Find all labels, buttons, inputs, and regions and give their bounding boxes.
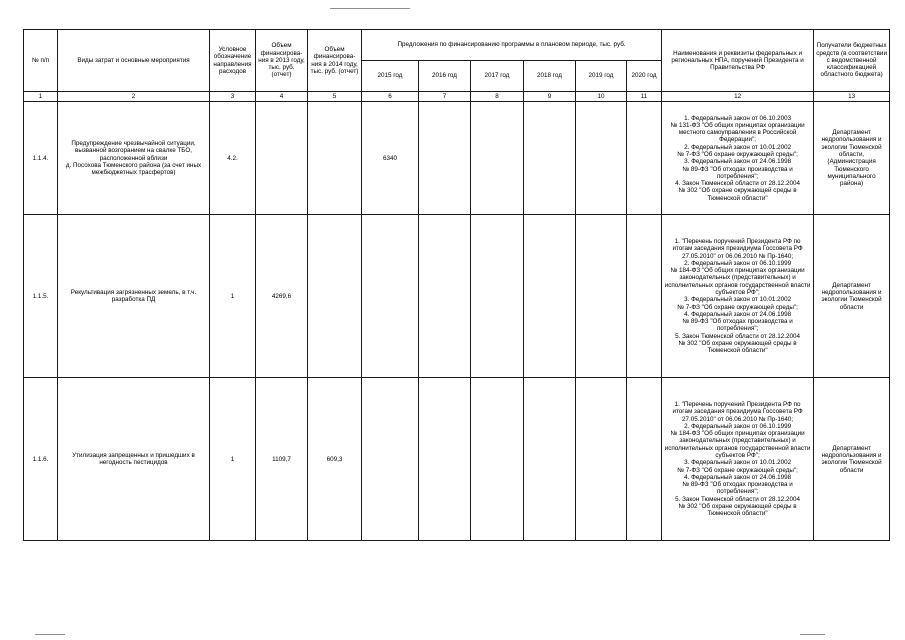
col-number: 5 bbox=[308, 92, 362, 102]
scan-artifact-bottom-right bbox=[800, 634, 825, 635]
row-code: 1 bbox=[210, 378, 256, 541]
row-vol-2014 bbox=[308, 102, 362, 215]
row-num: 1.1.4. bbox=[24, 102, 58, 215]
row-plan-2019 bbox=[576, 102, 627, 215]
row-vol-2013 bbox=[256, 102, 308, 215]
table-header-row bbox=[24, 30, 890, 61]
header-year-2018: 2018 год bbox=[524, 61, 576, 92]
header-year-2016: 2016 год bbox=[419, 61, 471, 92]
header-year-2015: 2015 год bbox=[362, 61, 419, 92]
financing-table bbox=[23, 29, 890, 541]
row-plan-2017 bbox=[471, 215, 524, 378]
header-type: Виды затрат и основные мероприятия bbox=[58, 30, 210, 92]
row-plan-2020 bbox=[627, 102, 662, 215]
col-number: 4 bbox=[256, 92, 308, 102]
row-vol-2013: 4269,6 bbox=[256, 215, 308, 378]
header-plan: Предложения по финансированию программы в плановом периоде, тыс. руб. bbox=[362, 30, 662, 61]
row-code: 1 bbox=[210, 215, 256, 378]
col-number: 9 bbox=[524, 92, 576, 102]
row-npa: 1. "Перечень поручений Президента РФ по итогам заседания президиума Госсовета РФ 27.05.2010" от 06.06.2010 № Пр-1640; 2. Федеральный закон от 06.10.1999 № 184-ФЗ "Об общих принципах организации законодательных (представительных) и исполнительных органов государственной власти субъектов РФ"; 3. Федеральный закон от 10.01.2002 № 7-ФЗ "Об охране окружающей среды"; 4. Федеральный закон от 24.06.1998 № 89-ФЗ "Об отходах производства и потребления"; 5. Закон Тюменской области от 28.12.2004 № 302 "Об охране окружающей среды в Тюменской области" bbox=[662, 215, 814, 378]
row-plan-2016 bbox=[419, 102, 471, 215]
row-vol-2013: 1109,7 bbox=[256, 378, 308, 541]
row-code: 4.2. bbox=[210, 102, 256, 215]
col-number: 12 bbox=[662, 92, 814, 102]
column-number-row bbox=[24, 92, 890, 102]
row-plan-2018 bbox=[524, 378, 576, 541]
header-npa: Наименования и реквизиты федеральных и региональных НПА, поручений Президента и Правительства РФ bbox=[662, 30, 814, 92]
row-plan-2020 bbox=[627, 378, 662, 541]
header-code: Условное обозначение направления расходов bbox=[210, 30, 256, 92]
col-number: 10 bbox=[576, 92, 627, 102]
col-number: 3 bbox=[210, 92, 256, 102]
row-plan-2015 bbox=[362, 215, 419, 378]
row-vol-2014 bbox=[308, 215, 362, 378]
row-recipient: Департамент недропользования и экологии Тюменской области, (Администрация Тюменского муниципального района) bbox=[814, 102, 890, 215]
scan-artifact-bottom-left bbox=[35, 634, 65, 635]
table-row bbox=[24, 378, 890, 541]
header-vol-2014: Объем финансирова-ния в 2014 году, тыс. руб. (отчет) bbox=[308, 30, 362, 92]
table-row bbox=[24, 215, 890, 378]
row-vol-2014: 609,3 bbox=[308, 378, 362, 541]
col-number: 7 bbox=[419, 92, 471, 102]
row-num: 1.1.6. bbox=[24, 378, 58, 541]
header-year-2019: 2019 год bbox=[576, 61, 627, 92]
table-row bbox=[24, 102, 890, 215]
row-recipient: Департамент недропользования и экологии Тюменской области bbox=[814, 378, 890, 541]
row-plan-2019 bbox=[576, 378, 627, 541]
row-num: 1.1.5. bbox=[24, 215, 58, 378]
row-plan-2017 bbox=[471, 378, 524, 541]
header-year-2020: 2020 год bbox=[627, 61, 662, 92]
col-number: 2 bbox=[58, 92, 210, 102]
col-number: 8 bbox=[471, 92, 524, 102]
row-npa: 1. "Перечень поручений Президента РФ по итогам заседания президиума Госсовета РФ 27.05.2010" от 06.06.2010 № Пр-1640; 2. Федеральный закон от 06.10.1999 № 184-ФЗ "Об общих принципах организации законодательных (представительных) и исполнительных органов государственной власти субъектов РФ"; 3. Федеральный закон от 10.01.2002 № 7-ФЗ "Об охране окружающей среды"; 4. Федеральный закон от 24.06.1998 № 89-ФЗ "Об отходах производства и потребления"; 5. Закон Тюменской области от 28.12.2004 № 302 "Об охране окружающей среды в Тюменской области" bbox=[662, 378, 814, 541]
row-plan-2020 bbox=[627, 215, 662, 378]
col-number: 13 bbox=[814, 92, 890, 102]
row-activity: Предупреждение чрезвычайной ситуации, вызванной возгоранием на свалке ТБО, расположенной вблизи д. Посохова Тюменского района (за счет иных межбюджетных трасфертов) bbox=[58, 102, 210, 215]
row-plan-2019 bbox=[576, 215, 627, 378]
header-num: № п/п bbox=[24, 30, 58, 92]
row-recipient: Департамент недропользования и экологии Тюменской области bbox=[814, 215, 890, 378]
row-plan-2017 bbox=[471, 102, 524, 215]
header-year-2017: 2017 год bbox=[471, 61, 524, 92]
col-number: 6 bbox=[362, 92, 419, 102]
scan-artifact-top bbox=[330, 8, 410, 9]
col-number: 11 bbox=[627, 92, 662, 102]
row-plan-2015: 6340 bbox=[362, 102, 419, 215]
row-plan-2018 bbox=[524, 215, 576, 378]
row-plan-2016 bbox=[419, 378, 471, 541]
header-vol-2013: Объем финансирова-ния в 2013 году, тыс. руб. (отчет) bbox=[256, 30, 308, 92]
header-recipient: Получатели бюджетных средств (в соответствии с ведомственной классификацией областного бюджета) bbox=[814, 30, 890, 92]
row-plan-2018 bbox=[524, 102, 576, 215]
row-activity: Рекультивация загрязненных земель, в т.ч. разработка ПД bbox=[58, 215, 210, 378]
col-number: 1 bbox=[24, 92, 58, 102]
row-npa: 1. Федеральный закон от 06.10.2003 № 131-ФЗ "Об общих принципах организации местного самоуправления в Российской Федерации"; 2. Федеральный закон от 10.01.2002 № 7-ФЗ "Об охране окружающей среды"; 3. Федеральный закон от 24.06.1998 № 89-ФЗ "Об отходах производства и потребления"; 4. Закон Тюменской области от 28.12.2004 № 302 "Об охране окружающей среды в Тюменской области" bbox=[662, 102, 814, 215]
row-plan-2016 bbox=[419, 215, 471, 378]
row-plan-2015 bbox=[362, 378, 419, 541]
row-activity: Утилизация запрещенных и пришедших в негодность пестицидов bbox=[58, 378, 210, 541]
